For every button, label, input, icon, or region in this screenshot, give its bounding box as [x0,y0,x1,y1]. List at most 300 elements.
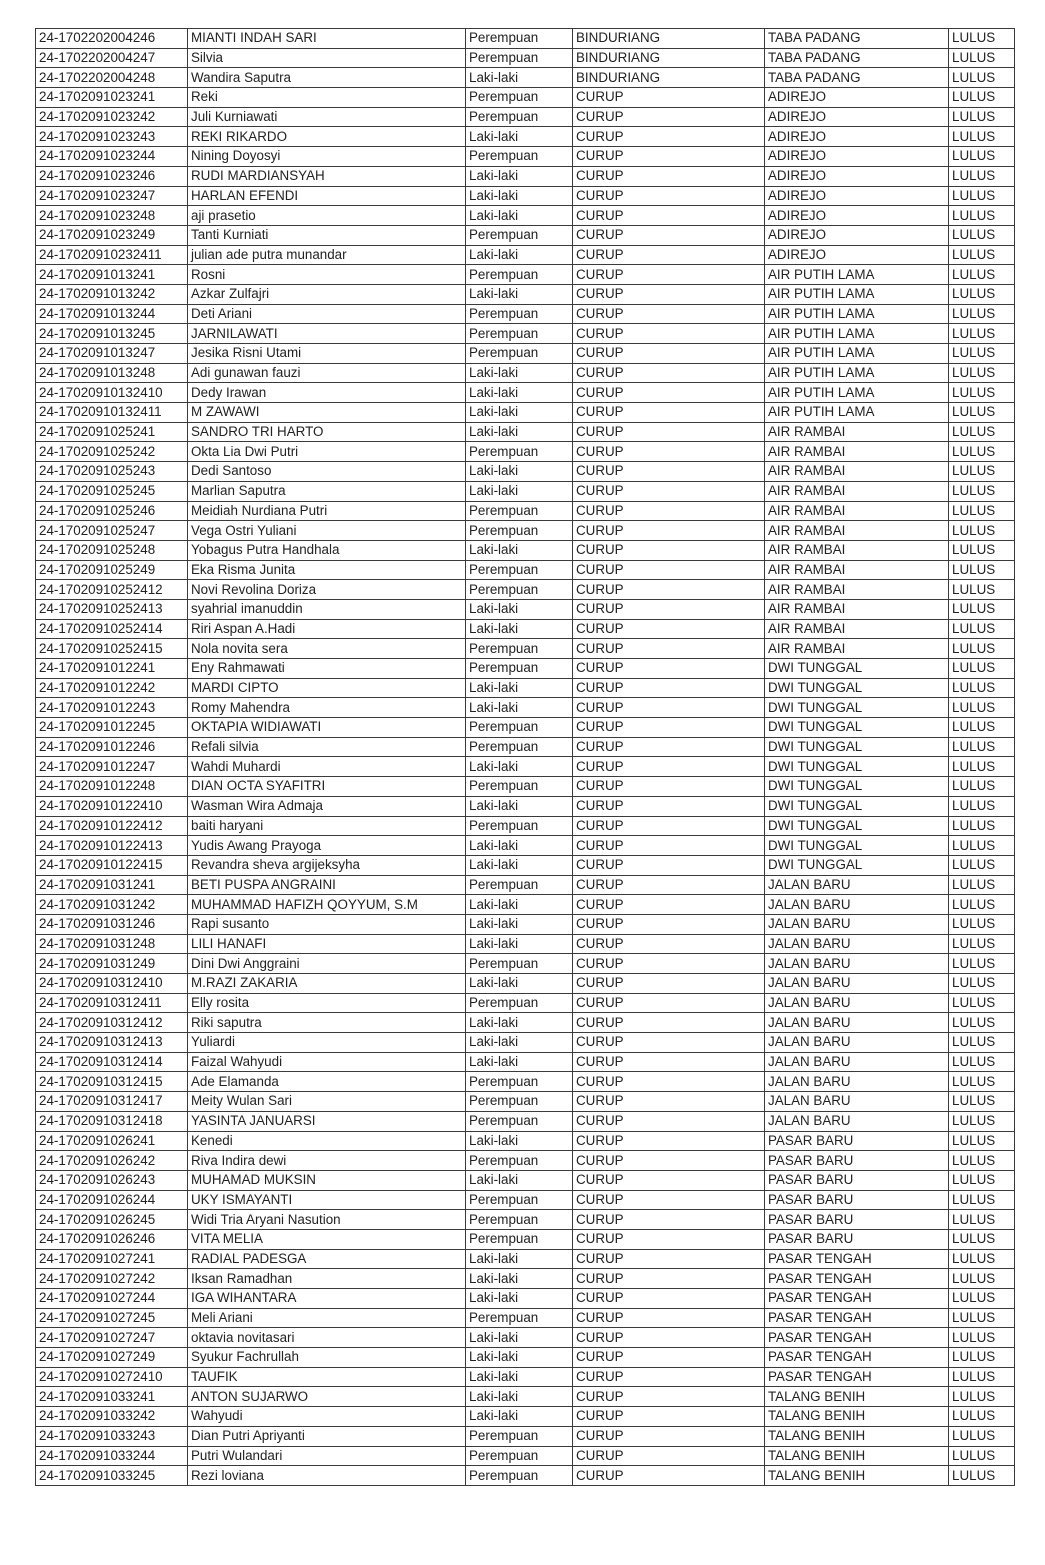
cell-name: Syukur Fachrullah [188,1348,466,1368]
cell-participant-id: 24-1702091023243 [36,127,188,147]
cell-name: Azkar Zulfajri [188,284,466,304]
table-row [36,1190,1015,1210]
cell-district: CURUP [573,1151,765,1171]
cell-village: DWI TUNGGAL [765,659,949,679]
cell-district: CURUP [573,1210,765,1230]
table-row [36,1072,1015,1092]
cell-village: AIR PUTIH LAMA [765,284,949,304]
cell-status: LULUS [949,974,1015,994]
cell-village: TALANG BENIH [765,1407,949,1427]
cell-participant-id: 24-1702091026242 [36,1151,188,1171]
cell-status: LULUS [949,147,1015,167]
cell-district: CURUP [573,777,765,797]
cell-status: LULUS [949,1387,1015,1407]
cell-participant-id: 24-1702091031249 [36,954,188,974]
cell-participant-id: 24-1702091025242 [36,442,188,462]
cell-status: LULUS [949,422,1015,442]
cell-name: REKI RIKARDO [188,127,466,147]
cell-name: ANTON SUJARWO [188,1387,466,1407]
cell-participant-id: 24-1702091026246 [36,1229,188,1249]
cell-status: LULUS [949,875,1015,895]
cell-status: LULUS [949,1131,1015,1151]
table-row [36,1426,1015,1446]
cell-gender: Laki-laki [466,166,573,186]
cell-gender: Laki-laki [466,1269,573,1289]
table-row [36,462,1015,482]
table-row [36,599,1015,619]
cell-village: AIR PUTIH LAMA [765,324,949,344]
cell-district: CURUP [573,107,765,127]
cell-status: LULUS [949,757,1015,777]
cell-district: CURUP [573,1348,765,1368]
cell-district: CURUP [573,1170,765,1190]
cell-name: Eka Risma Junita [188,560,466,580]
cell-district: CURUP [573,186,765,206]
cell-district: CURUP [573,1466,765,1486]
cell-district: CURUP [573,1367,765,1387]
cell-village: JALAN BARU [765,954,949,974]
cell-gender: Perempuan [466,1092,573,1112]
cell-gender: Laki-laki [466,934,573,954]
table-row [36,993,1015,1013]
cell-gender: Laki-laki [466,757,573,777]
cell-district: CURUP [573,166,765,186]
cell-district: CURUP [573,284,765,304]
cell-village: AIR PUTIH LAMA [765,265,949,285]
cell-participant-id: 24-1702091012243 [36,698,188,718]
table-row [36,1367,1015,1387]
cell-status: LULUS [949,29,1015,49]
cell-district: CURUP [573,521,765,541]
cell-participant-id: 24-17020910312411 [36,993,188,1013]
cell-status: LULUS [949,599,1015,619]
cell-district: CURUP [573,639,765,659]
cell-district: CURUP [573,540,765,560]
table-row [36,107,1015,127]
cell-district: CURUP [573,422,765,442]
cell-gender: Perempuan [466,639,573,659]
table-row [36,29,1015,49]
cell-village: PASAR TENGAH [765,1289,949,1309]
table-row [36,737,1015,757]
table-row [36,265,1015,285]
cell-gender: Perempuan [466,501,573,521]
cell-village: JALAN BARU [765,934,949,954]
cell-participant-id: 24-17020910312412 [36,1013,188,1033]
cell-gender: Perempuan [466,1466,573,1486]
cell-gender: Laki-laki [466,1249,573,1269]
cell-status: LULUS [949,1229,1015,1249]
cell-participant-id: 24-1702091025245 [36,481,188,501]
table-row [36,1348,1015,1368]
table-row [36,1052,1015,1072]
cell-district: CURUP [573,737,765,757]
table-row [36,422,1015,442]
cell-gender: Laki-laki [466,206,573,226]
cell-participant-id: 24-17020910312415 [36,1072,188,1092]
cell-status: LULUS [949,1210,1015,1230]
cell-gender: Laki-laki [466,1170,573,1190]
cell-name: Tanti Kurniati [188,225,466,245]
cell-district: CURUP [573,659,765,679]
cell-name: Nining Doyosyi [188,147,466,167]
cell-status: LULUS [949,1426,1015,1446]
cell-gender: Laki-laki [466,245,573,265]
cell-status: LULUS [949,836,1015,856]
cell-village: ADIREJO [765,166,949,186]
cell-participant-id: 24-17020910122410 [36,796,188,816]
cell-participant-id: 24-1702091026241 [36,1131,188,1151]
cell-participant-id: 24-1702091013248 [36,363,188,383]
cell-district: CURUP [573,265,765,285]
cell-status: LULUS [949,363,1015,383]
cell-name: Wahyudi [188,1407,466,1427]
cell-name: Refali silvia [188,737,466,757]
table-row [36,284,1015,304]
cell-name: aji prasetio [188,206,466,226]
cell-participant-id: 24-1702091023244 [36,147,188,167]
cell-status: LULUS [949,284,1015,304]
cell-gender: Laki-laki [466,540,573,560]
cell-participant-id: 24-17020910312413 [36,1033,188,1053]
cell-village: PASAR BARU [765,1210,949,1230]
cell-district: CURUP [573,974,765,994]
cell-name: M.RAZI ZAKARIA [188,974,466,994]
cell-status: LULUS [949,718,1015,738]
cell-village: JALAN BARU [765,1092,949,1112]
cell-status: LULUS [949,1190,1015,1210]
cell-status: LULUS [949,68,1015,88]
cell-status: LULUS [949,1249,1015,1269]
cell-name: Wandira Saputra [188,68,466,88]
cell-village: ADIREJO [765,107,949,127]
cell-participant-id: 24-1702091025241 [36,422,188,442]
cell-name: MIANTI INDAH SARI [188,29,466,49]
cell-district: CURUP [573,88,765,108]
cell-participant-id: 24-1702091023246 [36,166,188,186]
cell-name: Dedi Santoso [188,462,466,482]
cell-village: AIR RAMBAI [765,599,949,619]
cell-status: LULUS [949,127,1015,147]
cell-status: LULUS [949,48,1015,68]
cell-name: Jesika Risni Utami [188,344,466,364]
cell-district: BINDURIANG [573,29,765,49]
cell-gender: Perempuan [466,147,573,167]
cell-status: LULUS [949,895,1015,915]
cell-gender: Laki-laki [466,796,573,816]
cell-status: LULUS [949,1151,1015,1171]
table-row [36,206,1015,226]
cell-status: LULUS [949,580,1015,600]
cell-name: Meity Wulan Sari [188,1092,466,1112]
cell-name: Juli Kurniawati [188,107,466,127]
cell-status: LULUS [949,1111,1015,1131]
table-row [36,521,1015,541]
cell-gender: Laki-laki [466,1407,573,1427]
cell-gender: Laki-laki [466,698,573,718]
cell-name: syahrial imanuddin [188,599,466,619]
cell-gender: Perempuan [466,954,573,974]
cell-village: AIR RAMBAI [765,442,949,462]
cell-gender: Perempuan [466,560,573,580]
cell-status: LULUS [949,304,1015,324]
cell-gender: Laki-laki [466,422,573,442]
table-row [36,1407,1015,1427]
cell-village: AIR PUTIH LAMA [765,304,949,324]
cell-district: CURUP [573,1013,765,1033]
cell-gender: Laki-laki [466,599,573,619]
cell-participant-id: 24-1702091025249 [36,560,188,580]
cell-participant-id: 24-1702091012245 [36,718,188,738]
table-row [36,442,1015,462]
cell-district: CURUP [573,363,765,383]
cell-gender: Perempuan [466,304,573,324]
cell-participant-id: 24-1702091013241 [36,265,188,285]
cell-district: CURUP [573,1052,765,1072]
cell-village: DWI TUNGGAL [765,855,949,875]
table-row [36,718,1015,738]
cell-gender: Perempuan [466,48,573,68]
table-row [36,619,1015,639]
cell-status: LULUS [949,1072,1015,1092]
cell-participant-id: 24-1702091025246 [36,501,188,521]
cell-name: Vega Ostri Yuliani [188,521,466,541]
cell-name: Rapi susanto [188,914,466,934]
cell-district: CURUP [573,1190,765,1210]
cell-gender: Perempuan [466,1308,573,1328]
cell-gender: Laki-laki [466,1328,573,1348]
cell-village: AIR RAMBAI [765,540,949,560]
cell-village: DWI TUNGGAL [765,737,949,757]
cell-status: LULUS [949,521,1015,541]
cell-participant-id: 24-1702091013244 [36,304,188,324]
cell-participant-id: 24-1702091023242 [36,107,188,127]
cell-status: LULUS [949,639,1015,659]
table-row [36,403,1015,423]
cell-name: VITA MELIA [188,1229,466,1249]
cell-district: CURUP [573,324,765,344]
cell-village: DWI TUNGGAL [765,757,949,777]
cell-name: Romy Mahendra [188,698,466,718]
cell-name: MARDI CIPTO [188,678,466,698]
cell-name: Putri Wulandari [188,1446,466,1466]
cell-participant-id: 24-1702091031242 [36,895,188,915]
cell-participant-id: 24-1702091012248 [36,777,188,797]
cell-district: CURUP [573,796,765,816]
cell-district: CURUP [573,619,765,639]
cell-village: ADIREJO [765,225,949,245]
table-row [36,166,1015,186]
cell-participant-id: 24-1702202004247 [36,48,188,68]
cell-status: LULUS [949,855,1015,875]
cell-gender: Laki-laki [466,363,573,383]
table-row [36,1111,1015,1131]
cell-name: MUHAMMAD HAFIZH QOYYUM, S.M [188,895,466,915]
cell-name: RUDI MARDIANSYAH [188,166,466,186]
cell-name: Wahdi Muhardi [188,757,466,777]
cell-district: CURUP [573,1131,765,1151]
cell-district: CURUP [573,678,765,698]
cell-gender: Perempuan [466,737,573,757]
cell-gender: Perempuan [466,580,573,600]
cell-name: YASINTA JANUARSI [188,1111,466,1131]
cell-status: LULUS [949,1170,1015,1190]
cell-status: LULUS [949,934,1015,954]
table-row [36,1210,1015,1230]
cell-gender: Laki-laki [466,1387,573,1407]
cell-gender: Laki-laki [466,1052,573,1072]
cell-participant-id: 24-1702091026243 [36,1170,188,1190]
cell-status: LULUS [949,344,1015,364]
cell-village: JALAN BARU [765,914,949,934]
cell-name: Adi gunawan fauzi [188,363,466,383]
cell-name: Yuliardi [188,1033,466,1053]
cell-village: AIR RAMBAI [765,580,949,600]
cell-village: AIR RAMBAI [765,422,949,442]
cell-status: LULUS [949,501,1015,521]
cell-participant-id: 24-1702091033242 [36,1407,188,1427]
cell-gender: Perempuan [466,1190,573,1210]
cell-village: JALAN BARU [765,1033,949,1053]
cell-village: PASAR BARU [765,1229,949,1249]
cell-name: Deti Ariani [188,304,466,324]
cell-name: Elly rosita [188,993,466,1013]
cell-village: PASAR TENGAH [765,1328,949,1348]
cell-district: CURUP [573,344,765,364]
cell-district: CURUP [573,580,765,600]
cell-gender: Laki-laki [466,68,573,88]
table-row [36,383,1015,403]
cell-name: JARNILAWATI [188,324,466,344]
cell-gender: Perempuan [466,1111,573,1131]
cell-status: LULUS [949,88,1015,108]
cell-status: LULUS [949,1052,1015,1072]
table-row [36,757,1015,777]
cell-gender: Perempuan [466,324,573,344]
cell-status: LULUS [949,698,1015,718]
cell-status: LULUS [949,1328,1015,1348]
cell-status: LULUS [949,403,1015,423]
cell-district: CURUP [573,1249,765,1269]
cell-name: Dian Putri Apriyanti [188,1426,466,1446]
cell-status: LULUS [949,1033,1015,1053]
table-row [36,1387,1015,1407]
cell-participant-id: 24-1702091031248 [36,934,188,954]
cell-name: Dedy Irawan [188,383,466,403]
cell-participant-id: 24-1702091013245 [36,324,188,344]
cell-name: Riri Aspan A.Hadi [188,619,466,639]
cell-participant-id: 24-17020910252412 [36,580,188,600]
cell-name: Widi Tria Aryani Nasution [188,1210,466,1230]
table-row [36,1269,1015,1289]
cell-participant-id: 24-1702091027242 [36,1269,188,1289]
cell-gender: Laki-laki [466,383,573,403]
cell-gender: Laki-laki [466,481,573,501]
cell-name: LILI HANAFI [188,934,466,954]
cell-participant-id: 24-17020910252414 [36,619,188,639]
table-row [36,1229,1015,1249]
table-row [36,836,1015,856]
cell-district: CURUP [573,383,765,403]
cell-gender: Laki-laki [466,284,573,304]
cell-district: CURUP [573,1072,765,1092]
cell-gender: Perempuan [466,1426,573,1446]
cell-participant-id: 24-1702091012247 [36,757,188,777]
cell-participant-id: 24-1702091026245 [36,1210,188,1230]
cell-district: CURUP [573,1033,765,1053]
table-row [36,974,1015,994]
cell-village: ADIREJO [765,245,949,265]
table-row [36,659,1015,679]
cell-gender: Laki-laki [466,1367,573,1387]
cell-village: PASAR TENGAH [765,1348,949,1368]
cell-gender: Perempuan [466,107,573,127]
cell-status: LULUS [949,777,1015,797]
participants-table [35,28,1015,1486]
cell-village: DWI TUNGGAL [765,678,949,698]
cell-status: LULUS [949,481,1015,501]
table-row [36,363,1015,383]
cell-participant-id: 24-1702091033244 [36,1446,188,1466]
cell-village: PASAR BARU [765,1190,949,1210]
cell-name: Silvia [188,48,466,68]
cell-status: LULUS [949,265,1015,285]
cell-village: JALAN BARU [765,974,949,994]
cell-participant-id: 24-1702091013242 [36,284,188,304]
cell-district: CURUP [573,560,765,580]
cell-gender: Perempuan [466,659,573,679]
cell-participant-id: 24-1702091023248 [36,206,188,226]
cell-participant-id: 24-17020910312417 [36,1092,188,1112]
cell-participant-id: 24-17020910312414 [36,1052,188,1072]
cell-village: PASAR TENGAH [765,1269,949,1289]
cell-name: Yudis Awang Prayoga [188,836,466,856]
cell-district: CURUP [573,147,765,167]
cell-status: LULUS [949,540,1015,560]
cell-district: CURUP [573,718,765,738]
cell-district: CURUP [573,206,765,226]
cell-district: CURUP [573,993,765,1013]
table-row [36,1013,1015,1033]
cell-district: CURUP [573,1387,765,1407]
cell-village: PASAR BARU [765,1170,949,1190]
cell-status: LULUS [949,1407,1015,1427]
table-row [36,481,1015,501]
table-row [36,855,1015,875]
cell-village: DWI TUNGGAL [765,698,949,718]
cell-name: Nola novita sera [188,639,466,659]
table-row [36,540,1015,560]
cell-name: Dini Dwi Anggraini [188,954,466,974]
cell-status: LULUS [949,816,1015,836]
cell-status: LULUS [949,166,1015,186]
cell-participant-id: 24-17020910252415 [36,639,188,659]
cell-gender: Laki-laki [466,914,573,934]
cell-gender: Laki-laki [466,403,573,423]
cell-village: DWI TUNGGAL [765,796,949,816]
cell-status: LULUS [949,1289,1015,1309]
cell-participant-id: 24-1702091013247 [36,344,188,364]
cell-gender: Perempuan [466,225,573,245]
cell-district: CURUP [573,225,765,245]
cell-name: M ZAWAWI [188,403,466,423]
cell-district: CURUP [573,462,765,482]
cell-district: CURUP [573,127,765,147]
cell-district: CURUP [573,1328,765,1348]
table-row [36,895,1015,915]
cell-gender: Laki-laki [466,895,573,915]
cell-gender: Laki-laki [466,1131,573,1151]
